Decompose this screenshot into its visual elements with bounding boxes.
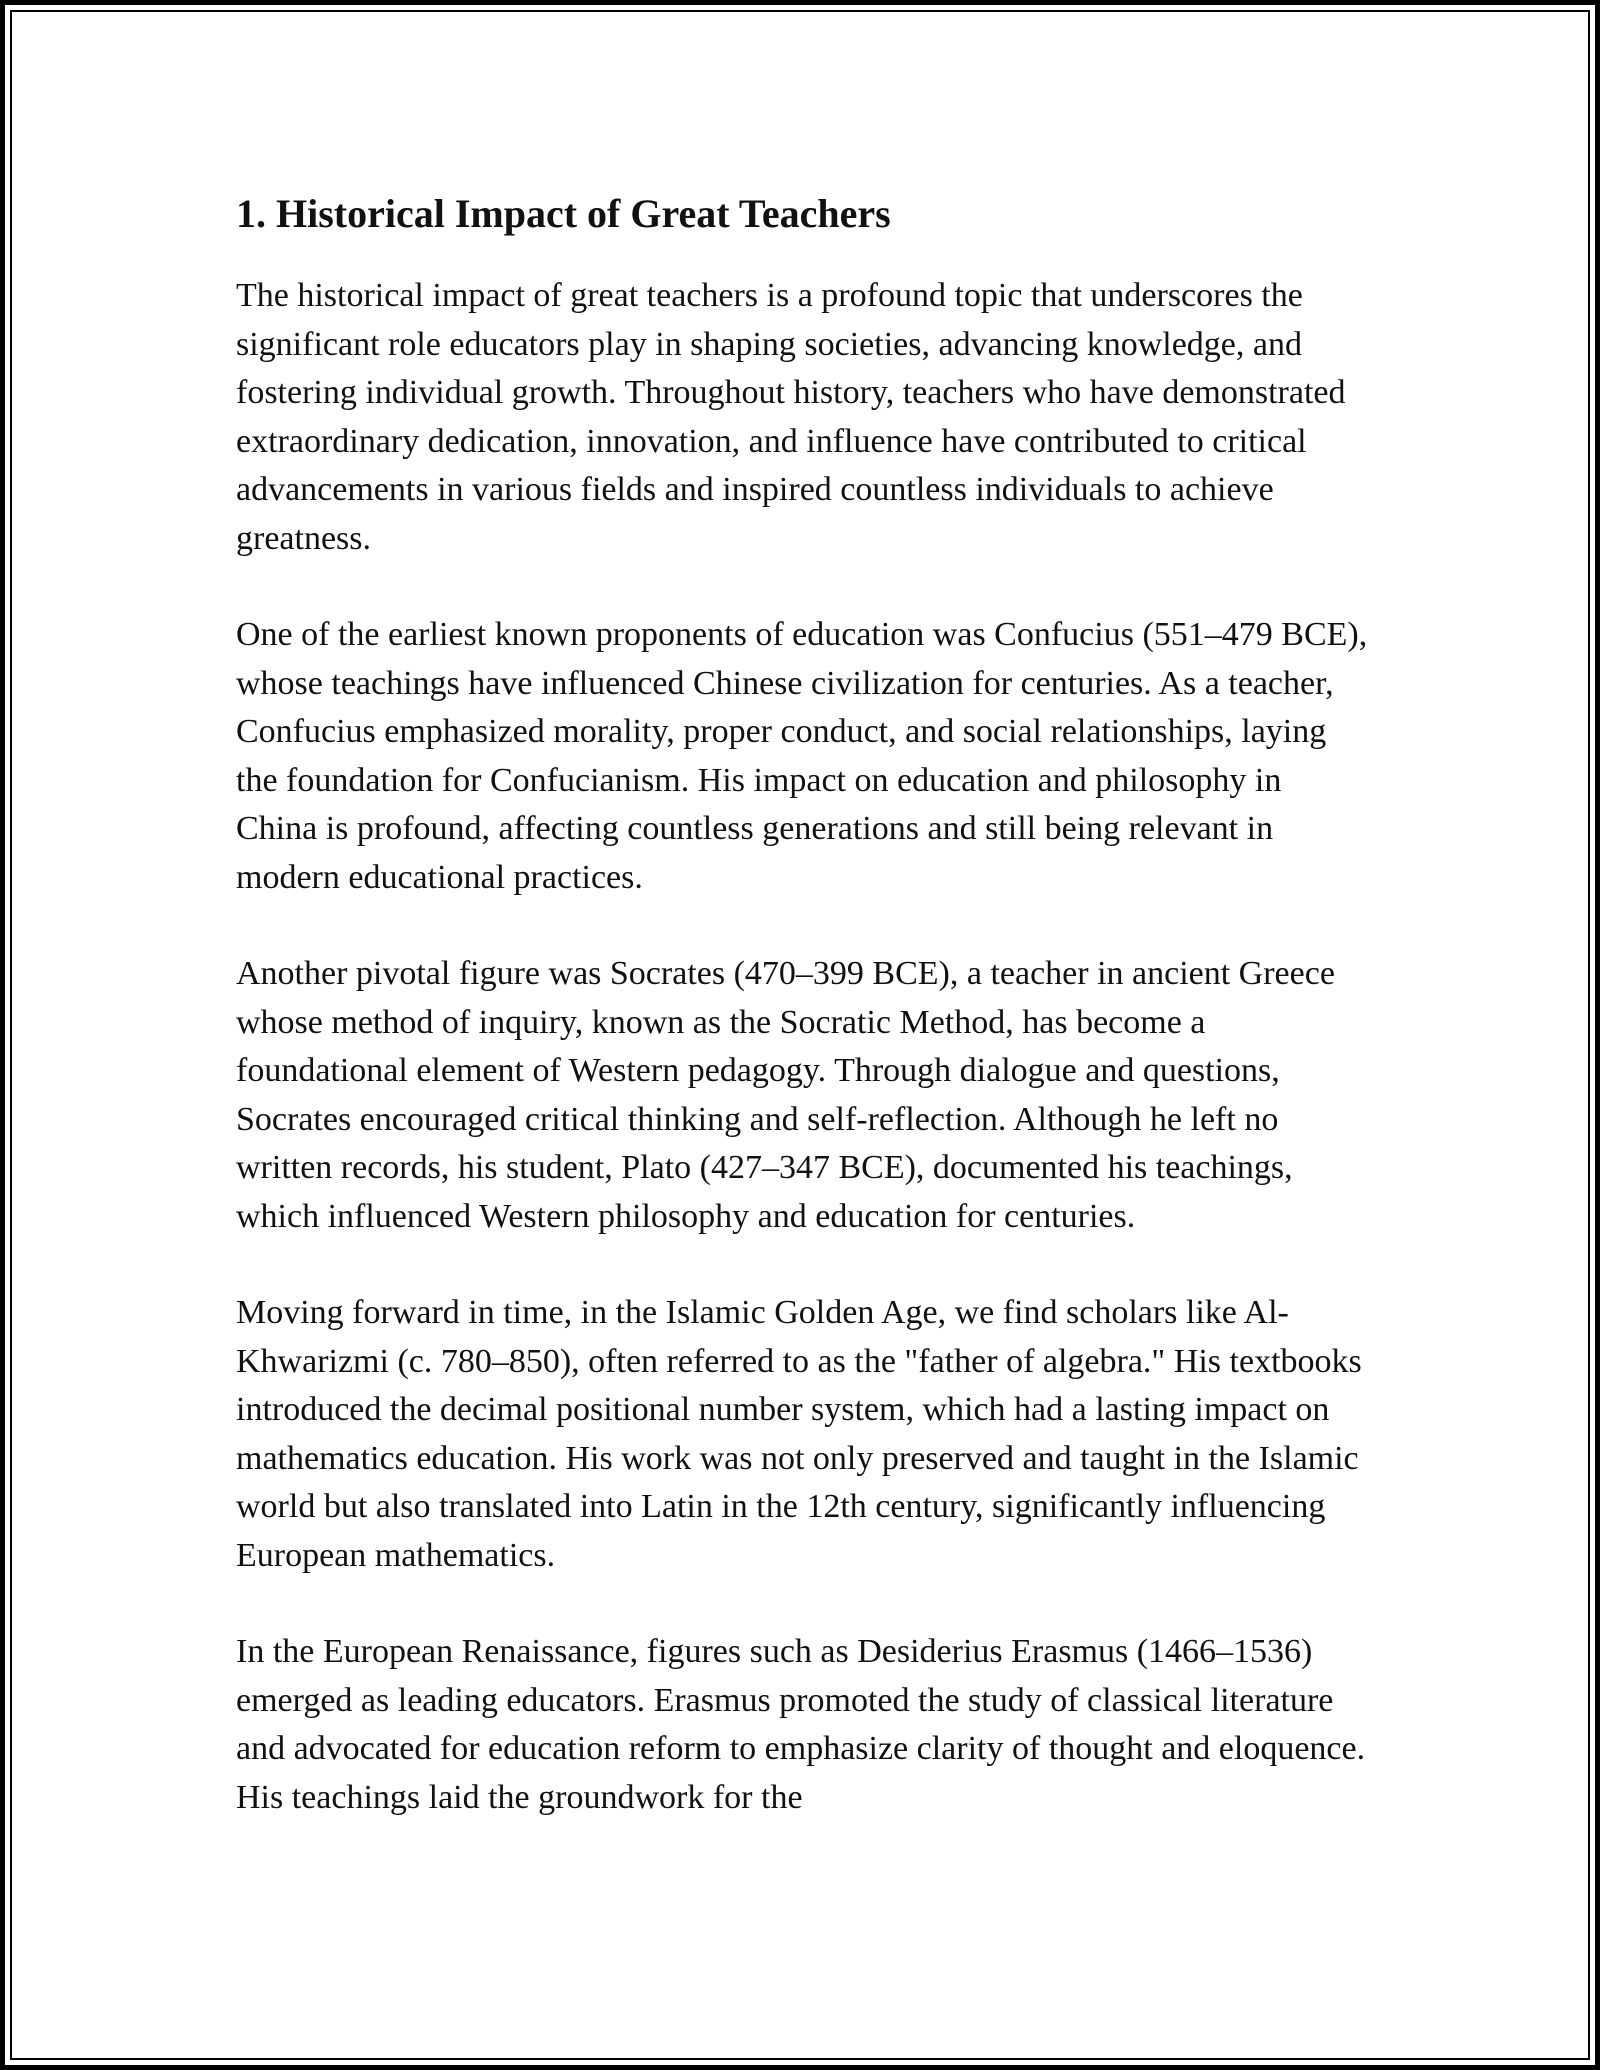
paragraph-erasmus: In the European Renaissance, figures such as Desiderius Erasmus (1466–1536) emerged as leading educators. Erasmus promoted the study of classical literature and advocated for education reform to emphasize clarity of thought and eloquence. His teachings laid the groundwork for the bbox=[236, 1633, 1366, 1816]
paragraph-confucius: One of the earliest known proponents of education was Confucius (551–479 BCE), whose teachings have influenced Chinese civilization for centuries. As a teacher, Confucius emphasized morality, proper conduct, and social relationships, laying the foundation for Confucianism. His impact on education and philosophy in China is profound, affecting countless generations and still being relevant in modern educational practices. bbox=[236, 616, 1368, 896]
paragraph-socrates: Another pivotal figure was Socrates (470–399 BCE), a teacher in ancient Greece whose method of inquiry, known as the Socratic Method, has become a foundational element of Western pedagogy. Through dialogue and questions, Socrates encouraged critical thinking and self-reflection. Although he left no written records, his student, Plato (427–347 BCE), documented his teachings, which influenced Western philosophy and education for centuries. bbox=[236, 955, 1335, 1235]
section-heading: 1. Historical Impact of Great Teachers bbox=[236, 191, 891, 236]
paragraph-al-khwarizmi: Moving forward in time, in the Islamic Golden Age, we find scholars like Al-Khwarizmi (c. 780–850), often referred to as the "father of algebra." His textbooks introduced the decimal positional number system, which had a lasting impact on mathematics education. His work was not only preserved and taught in the Islamic world but also translated into Latin in the 12th century, significantly influencing European mathematics. bbox=[236, 1294, 1362, 1574]
paragraph-intro: The historical impact of great teachers is a profound topic that underscores the significant role educators play in shaping societies, advancing knowledge, and fostering individual growth. Throughout history, teachers who have demonstrated extraordinary dedication, innovation, and influence have contributed to critical advancements in various fields and inspired countless individuals to achieve greatness. bbox=[236, 277, 1346, 557]
document-body bbox=[236, 188, 1371, 1870]
